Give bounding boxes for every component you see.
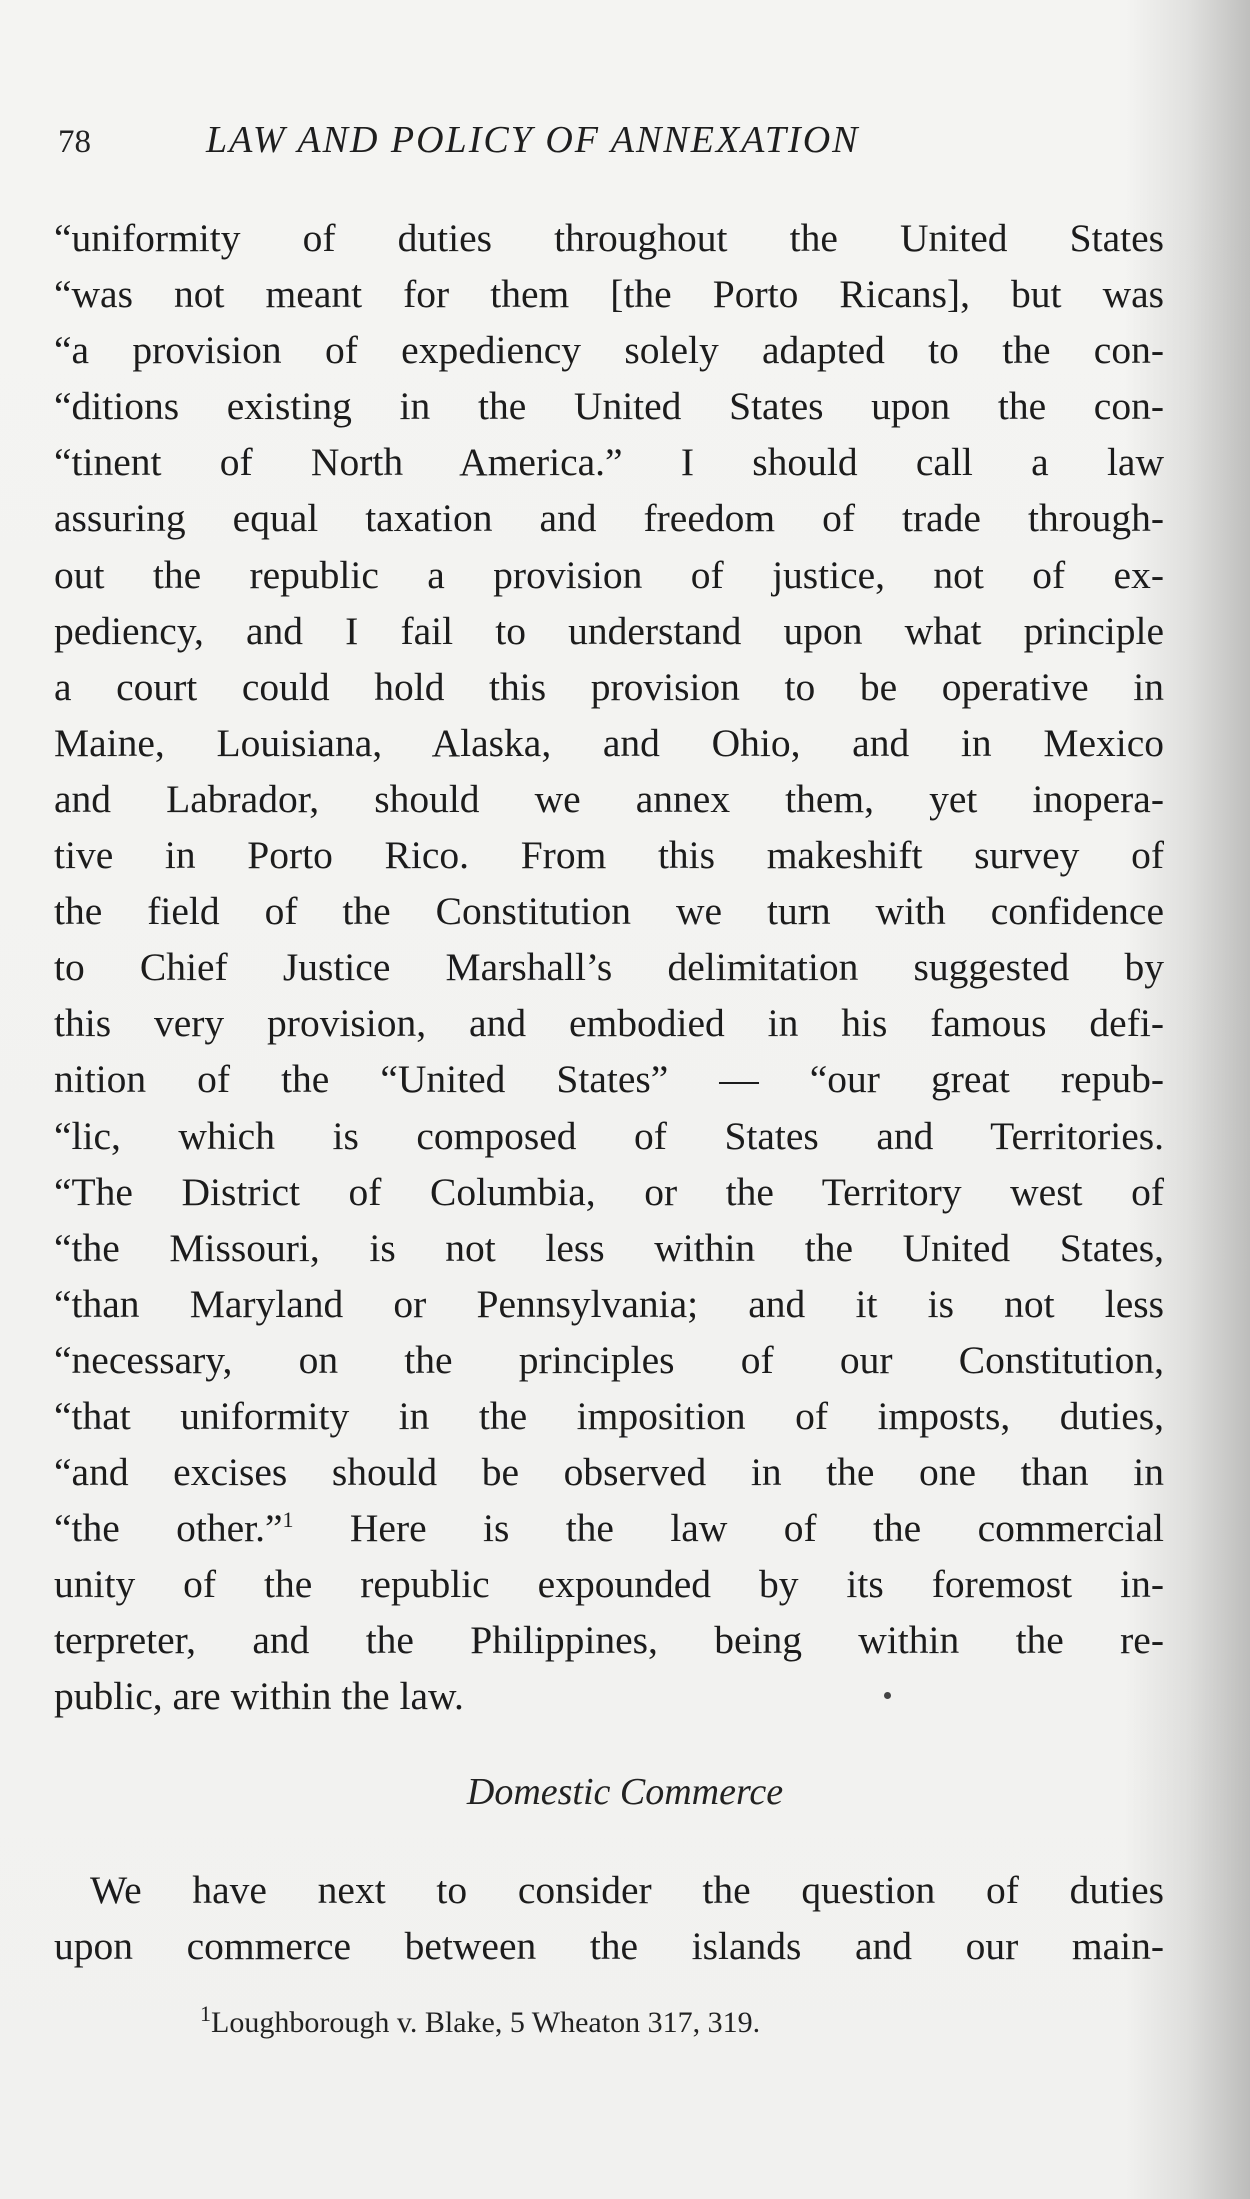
footnote-text: Loughborough v. Blake, 5 Wheaton 317, 319.	[211, 2006, 761, 2039]
text-line: “a provision of expediency solely adapted to the con-	[54, 328, 1164, 373]
text-line: out the republic a provision of justice, not of ex-	[54, 552, 1164, 597]
text-line: Maine, Louisiana, Alaska, and Ohio, and in Mexico	[54, 720, 1164, 765]
text-line: pediency, and I fail to understand upon what principle	[54, 608, 1164, 653]
text-line: a court could hold this provision to be operative in	[54, 664, 1164, 709]
text-line: and Labrador, should we annex them, yet inopera-	[54, 776, 1164, 821]
section-heading: Domestic Commerce	[466, 1771, 784, 1813]
text-line: “than Maryland or Pennsylvania; and it is not less	[54, 1281, 1164, 1326]
footnote	[200, 2001, 761, 2040]
text-line: “was not meant for them [the Porto Ricans], but was	[54, 272, 1164, 317]
text-line-with-footnote-ref	[54, 1500, 1164, 1556]
page-number: 78	[58, 124, 91, 160]
text-line: unity of the republic expounded by its foremost in-	[54, 1562, 1164, 1607]
text-line: “tinent of North America.” I should call a law	[54, 440, 1164, 485]
text-line: “necessary, on the principles of our Constitution,	[54, 1337, 1164, 1382]
line-text-before-ref: “the other.”	[54, 1506, 283, 1551]
page-header	[58, 118, 1178, 168]
text-line: “and excises should be observed in the one than in	[54, 1450, 1164, 1495]
footnote-marker: 1	[200, 2001, 211, 2026]
text-line: this very provision, and embodied in his famous defi-	[54, 1001, 1164, 1046]
section-paragraph	[54, 1862, 1164, 1974]
text-line: “The District of Columbia, or the Territory west of	[54, 1169, 1164, 1214]
text-line: “that uniformity in the imposition of imposts, duties,	[54, 1393, 1164, 1438]
text-line: “ditions existing in the United States upon the con-	[54, 384, 1164, 429]
text-line: public, are within the law.	[54, 1674, 464, 1719]
text-line: nition of the “United States” — “our great repub-	[54, 1057, 1164, 1102]
text-line: upon commerce between the islands and our main-	[54, 1924, 1164, 1969]
text-line: “lic, which is composed of States and Territories.	[54, 1113, 1164, 1158]
text-line: to Chief Justice Marshall’s delimitation suggested by	[54, 945, 1164, 990]
print-speck	[884, 1692, 891, 1699]
main-paragraph	[54, 210, 1164, 1725]
footnote-reference[interactable]: 1	[282, 1507, 294, 1532]
text-line: “uniformity of duties throughout the United States	[54, 216, 1164, 260]
text-line: terpreter, and the Philippines, being within the re-	[54, 1618, 1164, 1663]
text-line: the field of the Constitution we turn with confidence	[54, 889, 1164, 934]
line-text-after-ref: Here is the law of the commercial	[293, 1506, 1164, 1551]
text-line: tive in Porto Rico. From this makeshift survey of	[54, 833, 1164, 878]
text-line: assuring equal taxation and freedom of trade through-	[54, 496, 1164, 541]
text-line: We have next to consider the question of duties	[90, 1868, 1164, 1912]
text-line: “the Missouri, is not less within the United States,	[54, 1225, 1164, 1270]
running-title: LAW AND POLICY OF ANNEXATION	[206, 119, 860, 161]
